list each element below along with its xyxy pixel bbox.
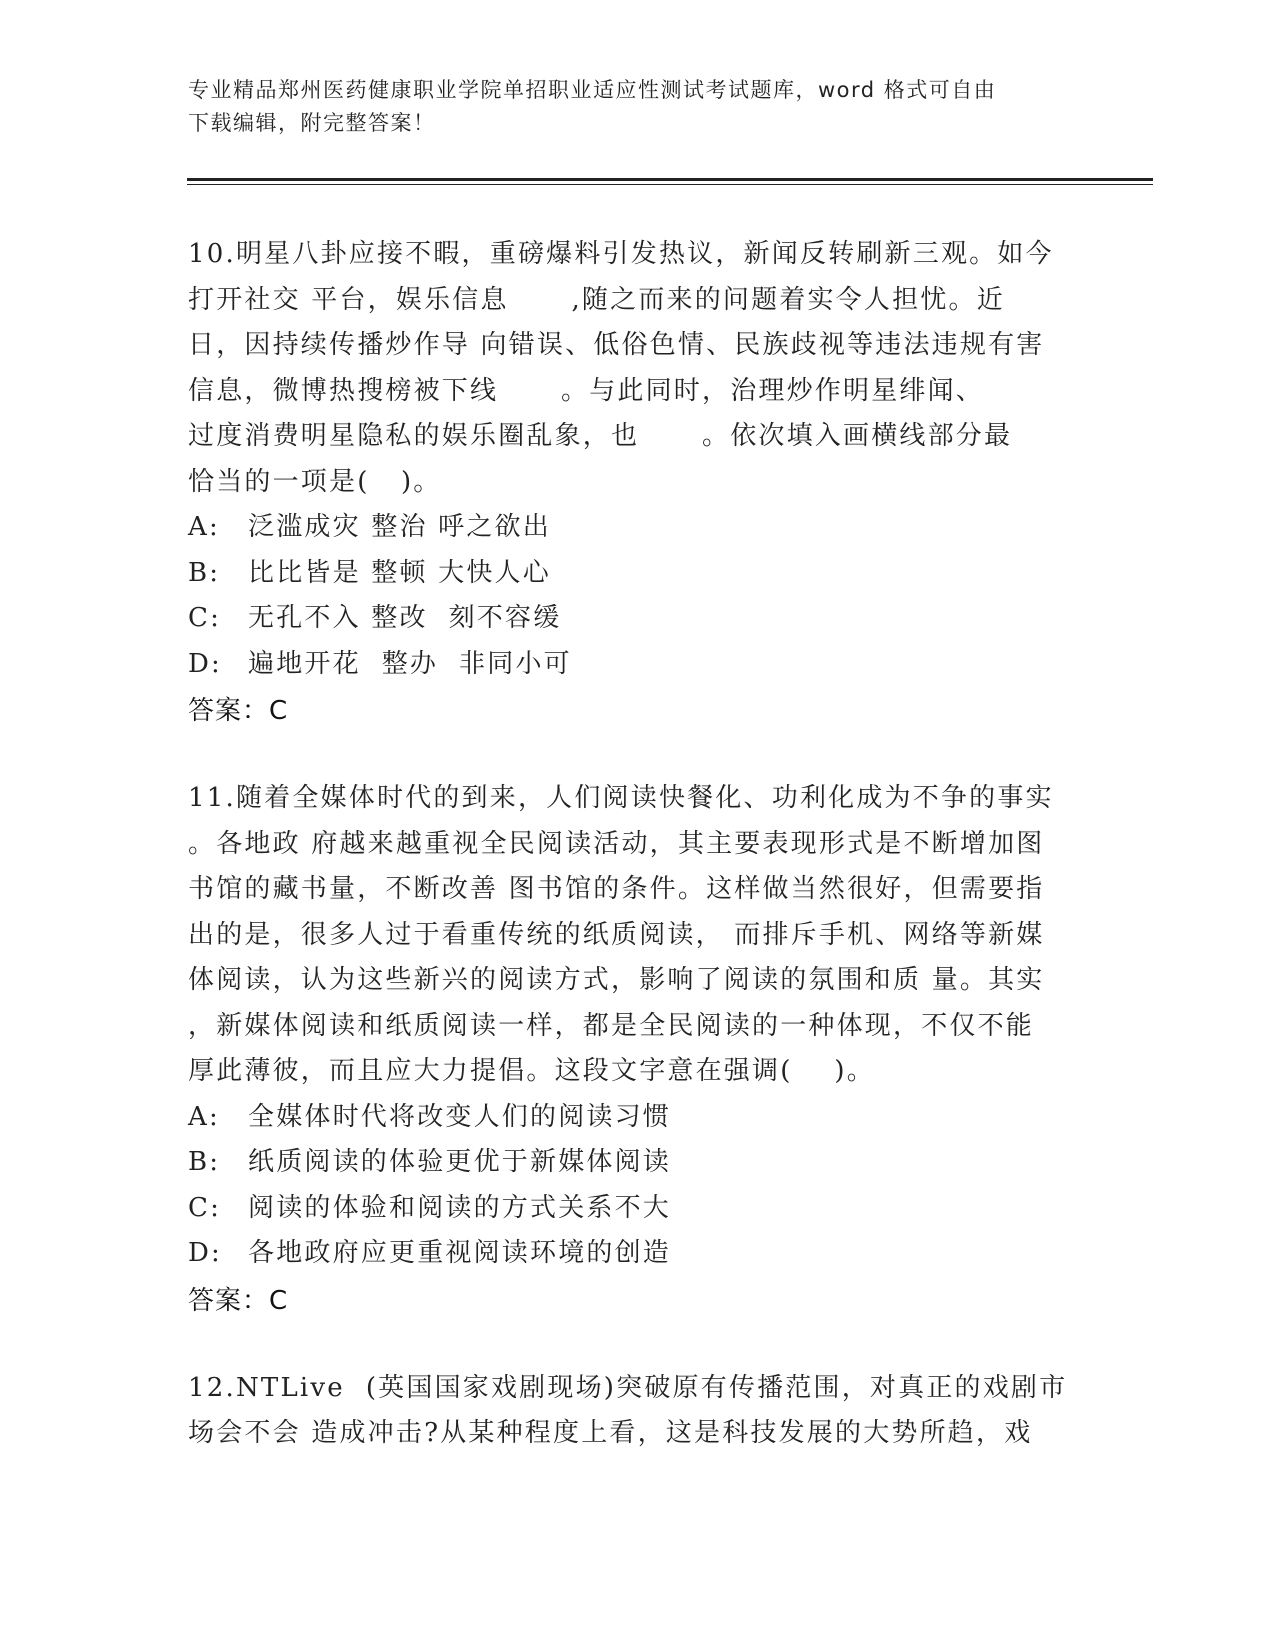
option-letter: C: xyxy=(188,1192,222,1223)
option-text: 阅读的体验和阅读的方式关系不大 xyxy=(248,1192,672,1223)
stem-line: 恰当的一项是( )。 xyxy=(188,466,442,497)
answer-line: 答案：C xyxy=(188,1285,289,1316)
page-header xyxy=(188,74,1068,140)
option-text: 纸质阅读的体验更优于新媒体阅读 xyxy=(248,1147,672,1177)
answer-line: 答案：C xyxy=(188,696,289,726)
option-letter: A: xyxy=(188,1101,220,1132)
question-11 xyxy=(188,776,1088,1324)
option-a xyxy=(188,1095,1088,1141)
option-text: 泛滥成灾 整治 呼之欲出 xyxy=(248,512,551,542)
stem-line: 体阅读，认为这些新兴的阅读方式，影响了阅读的氛围和质 量。其实 xyxy=(188,965,1045,995)
stem-line: 过度消费明星隐私的娱乐圈乱象，也 。依次填入画横线部分最 xyxy=(188,421,1013,451)
stem-line: 出的是，很多人过于看重传统的纸质阅读， 而排斥手机、网络等新媒 xyxy=(188,919,1045,950)
question-list xyxy=(188,232,1088,1499)
option-letter: D: xyxy=(188,648,223,679)
option-c xyxy=(188,1186,1088,1232)
option-d xyxy=(188,642,1088,688)
stem-line: 日，因持续传播炒作导 向错误、低俗色情、民族歧视等违法违规有害 xyxy=(188,330,1045,360)
option-letter: B: xyxy=(188,557,221,588)
option-b xyxy=(188,551,1088,597)
option-text: 遍地开花 整办 非同小可 xyxy=(248,648,572,679)
stem-line: ，新媒体阅读和纸质阅读一样，都是全民阅读的一种体现，不仅不能 xyxy=(188,1010,1035,1041)
question-stem xyxy=(188,776,1088,1095)
stem-line: 12.NTLive (英国国家戏剧现场)突破原有传播范围，对真正的戏剧市 xyxy=(188,1372,1068,1403)
option-text: 各地政府应更重视阅读环境的创造 xyxy=(248,1238,672,1268)
stem-line: 书馆的藏书量，不断改善 图书馆的条件。这样做当然很好，但需要指 xyxy=(188,874,1045,904)
question-stem xyxy=(188,232,1088,505)
option-letter: D: xyxy=(188,1238,223,1268)
option-text: 比比皆是 整顿 大快人心 xyxy=(248,557,551,588)
option-text: 无孔不入 整改 刻不容缓 xyxy=(248,603,562,633)
option-b xyxy=(188,1140,1088,1186)
option-a xyxy=(188,505,1088,551)
option-c xyxy=(188,596,1088,642)
stem-line: 打开社交 平台，娱乐信息 ,随之而来的问题着实令人担忧。近 xyxy=(188,284,1005,315)
header-divider-thin xyxy=(187,184,1153,185)
stem-line: 10.明星八卦应接不暇，重磅爆料引发热议，新闻反转刷新三观。如今 xyxy=(188,239,1054,269)
question-stem xyxy=(188,1366,1088,1457)
option-letter: C: xyxy=(188,603,222,633)
question-12 xyxy=(188,1366,1088,1457)
header-line-2: 下载编辑，附完整答案！ xyxy=(188,111,436,135)
option-text: 全媒体时代将改变人们的阅读习惯 xyxy=(248,1101,672,1132)
stem-line: 11.随着全媒体时代的到来，人们阅读快餐化、功利化成为不争的事实 xyxy=(188,783,1054,813)
option-letter: B: xyxy=(188,1147,221,1177)
question-10 xyxy=(188,232,1088,734)
stem-line: 。各地政 府越来越重视全民阅读活动，其主要表现形式是不断增加图 xyxy=(188,828,1045,859)
header-line-1: 专业精品郑州医药健康职业学院单招职业适应性测试考试题库，word 格式可自由 xyxy=(188,78,997,102)
option-letter: A: xyxy=(188,512,220,542)
stem-line: 场会不会 造成冲击?从某种程度上看，这是科技发展的大势所趋，戏 xyxy=(188,1418,1033,1448)
header-divider-thick xyxy=(187,178,1153,181)
stem-line: 厚此薄彼，而且应大力提倡。这段文字意在强调( )。 xyxy=(188,1056,875,1086)
option-d xyxy=(188,1231,1088,1277)
stem-line: 信息，微博热搜榜被下线 。与此同时，治理炒作明星绯闻、 xyxy=(188,375,984,406)
